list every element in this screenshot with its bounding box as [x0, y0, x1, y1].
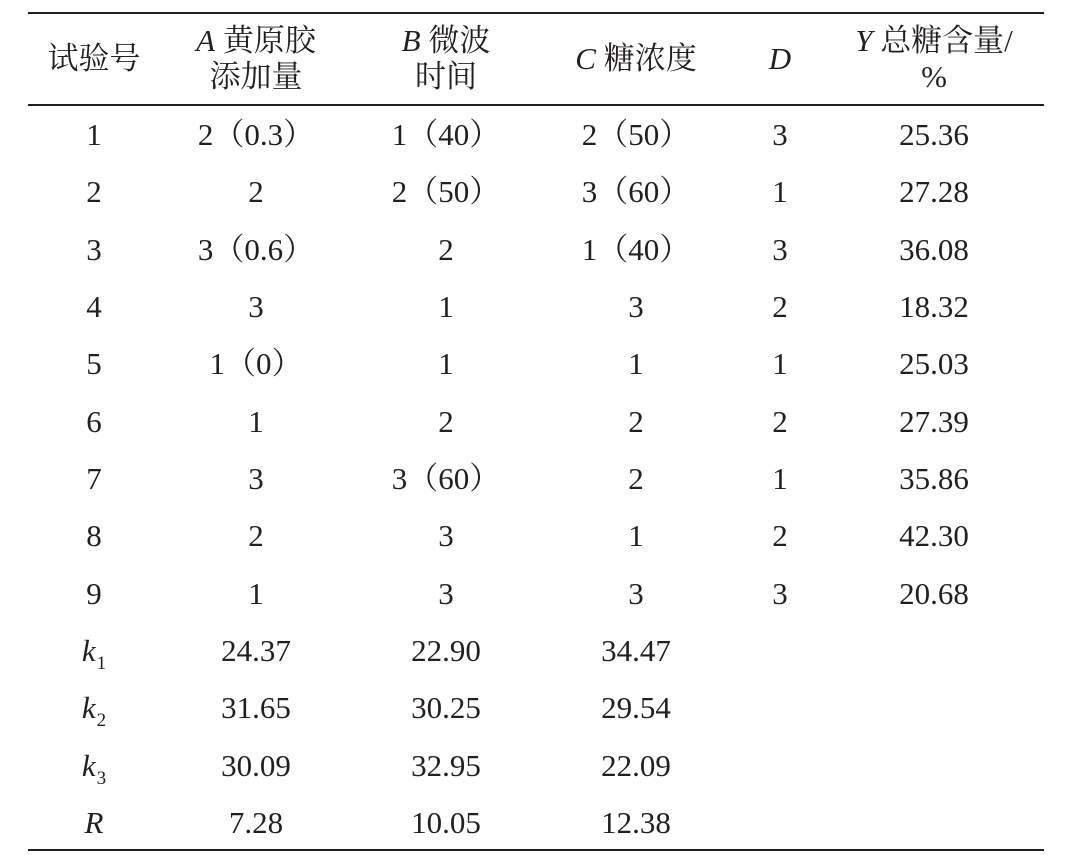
- cell-total-sugar: 27.28: [899, 174, 969, 209]
- cell-total-sugar: 27.39: [899, 404, 969, 439]
- stat-label-subscript: 2: [96, 710, 107, 731]
- header-y-var: Y: [855, 23, 873, 58]
- header-trial-no: 试验号: [47, 41, 141, 76]
- stat-label-symbol: R: [84, 805, 104, 840]
- cell-factor-d: 3: [772, 117, 788, 152]
- cell-factor-a: 3: [248, 461, 264, 496]
- cell-factor-a: 2（0.3）: [197, 117, 315, 152]
- stat-label-subscript: 3: [96, 768, 107, 789]
- table-header-rule: [28, 104, 1044, 106]
- cell-factor-a: 2: [248, 518, 264, 553]
- header-b-var: B: [401, 23, 421, 58]
- header-a-line2: 添加量: [209, 59, 303, 94]
- stat-factor-c: 22.09: [601, 748, 671, 783]
- header-b-line2: 时间: [415, 59, 477, 94]
- table-bottom-rule: [28, 849, 1044, 851]
- header-factor-a: [176, 22, 336, 96]
- header-a-line1: 黄原胶: [222, 23, 316, 58]
- stat-factor-b: 30.25: [411, 690, 481, 725]
- header-y-line2: %: [921, 59, 947, 94]
- cell-trial-no: 7: [86, 461, 102, 496]
- cell-factor-d: 1: [772, 346, 788, 381]
- cell-total-sugar: 20.68: [899, 576, 969, 611]
- cell-factor-a: 1: [248, 576, 264, 611]
- cell-trial-no: 9: [86, 576, 102, 611]
- cell-factor-c: 3: [628, 289, 644, 324]
- stat-factor-c: 29.54: [601, 690, 671, 725]
- cell-total-sugar: 35.86: [899, 461, 969, 496]
- cell-factor-c: 2（50）: [581, 117, 691, 152]
- stat-factor-b: 32.95: [411, 748, 481, 783]
- cell-factor-d: 3: [772, 576, 788, 611]
- cell-factor-b: 3: [438, 518, 454, 553]
- stat-label-symbol: k: [81, 633, 96, 668]
- table-top-rule: [28, 12, 1044, 14]
- cell-factor-c: 1: [628, 518, 644, 553]
- header-c-var: C: [575, 41, 596, 76]
- cell-factor-d: 2: [772, 289, 788, 324]
- cell-trial-no: 2: [86, 174, 102, 209]
- cell-factor-c: 3: [628, 576, 644, 611]
- stat-label: [36, 633, 152, 674]
- header-factor-c: [556, 22, 716, 96]
- cell-factor-a: 1: [248, 404, 264, 439]
- stat-factor-b: 10.05: [411, 805, 481, 840]
- cell-trial-no: 4: [86, 289, 102, 324]
- stat-label-symbol: k: [81, 748, 96, 783]
- cell-total-sugar: 25.03: [899, 346, 969, 381]
- stat-label-subscript: 1: [96, 653, 107, 674]
- cell-factor-b: 3: [438, 576, 454, 611]
- cell-factor-d: 2: [772, 518, 788, 553]
- cell-factor-a: 3: [248, 289, 264, 324]
- cell-factor-c: 2: [628, 461, 644, 496]
- cell-factor-b: 2: [438, 232, 454, 267]
- stat-factor-a: 30.09: [221, 748, 291, 783]
- cell-factor-a: 2: [248, 174, 264, 209]
- header-factor-b: [366, 22, 526, 96]
- cell-factor-d: 1: [772, 461, 788, 496]
- cell-factor-d: 3: [772, 232, 788, 267]
- cell-trial-no: 3: [86, 232, 102, 267]
- stat-label: [36, 748, 152, 789]
- stat-label-symbol: k: [81, 690, 96, 725]
- cell-trial-no: 5: [86, 346, 102, 381]
- cell-factor-b: 1: [438, 289, 454, 324]
- cell-factor-d: 1: [772, 174, 788, 209]
- header-b-line1: 微波: [428, 23, 491, 58]
- cell-trial-no: 8: [86, 518, 102, 553]
- cell-factor-c: 3（60）: [581, 174, 691, 209]
- header-factor-d: D: [768, 41, 792, 76]
- cell-factor-c: 2: [628, 404, 644, 439]
- stat-label: [36, 690, 152, 731]
- cell-factor-c: 1（40）: [581, 232, 691, 267]
- cell-total-sugar: 42.30: [899, 518, 969, 553]
- cell-factor-d: 2: [772, 404, 788, 439]
- cell-total-sugar: 18.32: [899, 289, 969, 324]
- stat-factor-a: 31.65: [221, 690, 291, 725]
- stat-factor-a: 24.37: [221, 633, 291, 668]
- header-y-line1: 总糖含量/: [880, 23, 1013, 58]
- cell-factor-c: 1: [628, 346, 644, 381]
- header-total-sugar: [844, 22, 1024, 96]
- cell-factor-b: 1: [438, 346, 454, 381]
- cell-factor-a: 3（0.6）: [197, 232, 315, 267]
- cell-total-sugar: 25.36: [899, 117, 969, 152]
- stat-factor-b: 22.90: [411, 633, 481, 668]
- cell-factor-b: 2: [438, 404, 454, 439]
- stat-label: [36, 805, 152, 841]
- stat-factor-c: 34.47: [601, 633, 671, 668]
- cell-trial-no: 1: [86, 117, 102, 152]
- cell-factor-b: 2（50）: [391, 174, 501, 209]
- stat-factor-a: 7.28: [228, 805, 284, 840]
- stat-factor-c: 12.38: [601, 805, 671, 840]
- cell-trial-no: 6: [86, 404, 102, 439]
- cell-factor-b: 1（40）: [391, 117, 501, 152]
- header-c-line1: 糖浓度: [603, 41, 697, 76]
- cell-total-sugar: 36.08: [899, 232, 969, 267]
- header-a-var: A: [196, 23, 216, 58]
- cell-factor-b: 3（60）: [391, 461, 501, 496]
- cell-factor-a: 1（0）: [209, 346, 303, 381]
